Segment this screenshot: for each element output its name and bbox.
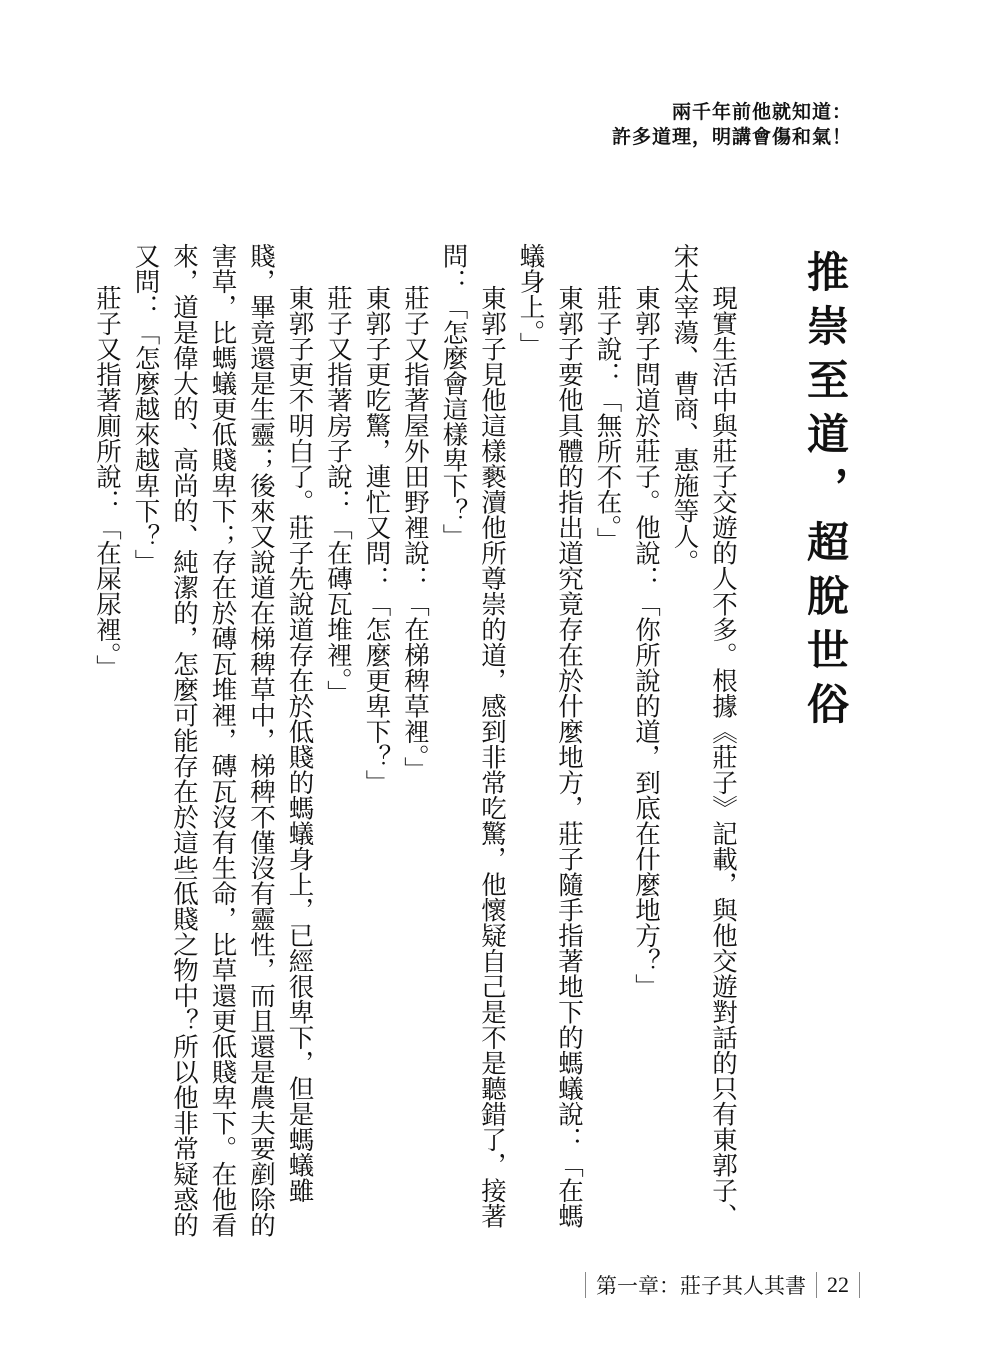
paragraph: 東郭子見他這樣褻瀆他所尊崇的道，感到非常吃驚，他懷疑自己是不是聽錯了，接著問：「怎麼會這樣卑下？」 bbox=[438, 243, 507, 1229]
section-title: 推崇至道，超脫世俗 bbox=[801, 250, 850, 736]
paragraph: 莊子說：「無所不在。」 bbox=[592, 285, 623, 553]
paragraph: 東郭子更吃驚，連忙又問：「怎麼更卑下？」 bbox=[361, 285, 392, 796]
paragraph: 莊子又指著房子說：「在磚瓦堆裡。」 bbox=[323, 285, 353, 706]
footer-divider bbox=[585, 1272, 586, 1298]
paragraph: 現實生活中與莊子交遊的人不多。根據《莊子》記載，與他交遊對話的只有東郭子、宋太宰蕩、曹商、惠施等人。 bbox=[669, 243, 738, 1229]
paragraph: 東郭子更不明白了。莊子先說道存在於低賤的螞蟻身上，已經很卑下，但是螞蟻雖賤，畢竟還是生靈；後來又說道在梯稗草中，梯稗不僅沒有靈性，而且還是農夫要剷除的害草，比螞蟻更低賤卑下；存在於磚瓦堆裡，磚瓦沒有生命，比草還更低賤卑下。在他看來，道是偉大的、高尚的、純潔的，怎麼可能存在於這些低賤之物中？所以他非常疑惑的又問：「怎麼越來越卑下？」 bbox=[130, 243, 315, 1238]
footer-divider bbox=[859, 1272, 860, 1298]
paragraph: 東郭子要他具體的指出道究竟存在於什麼地方，莊子隨手指著地下的螞蟻說：「在螞蟻身上。」 bbox=[515, 243, 584, 1229]
footer-chapter-title: 第一章：莊子其人其書 bbox=[596, 1274, 806, 1298]
paragraph: 東郭子問道於莊子。他說：「你所說的道，到底在什麼地方？」 bbox=[631, 285, 661, 1000]
paragraph: 莊子又指著屋外田野裡說：「在梯稗草裡。」 bbox=[400, 285, 430, 783]
running-head bbox=[612, 100, 852, 150]
running-head-line-1: 兩千年前他就知道： bbox=[671, 101, 852, 123]
body-text bbox=[92, 243, 742, 1243]
running-head-line-2: 許多道理，明講會傷和氣！ bbox=[611, 126, 852, 148]
paragraph: 莊子又指著廁所說：「在屎尿裡。」 bbox=[92, 285, 122, 681]
page-footer bbox=[585, 1270, 860, 1300]
page-number: 22 bbox=[827, 1272, 849, 1297]
footer-divider bbox=[816, 1272, 817, 1298]
